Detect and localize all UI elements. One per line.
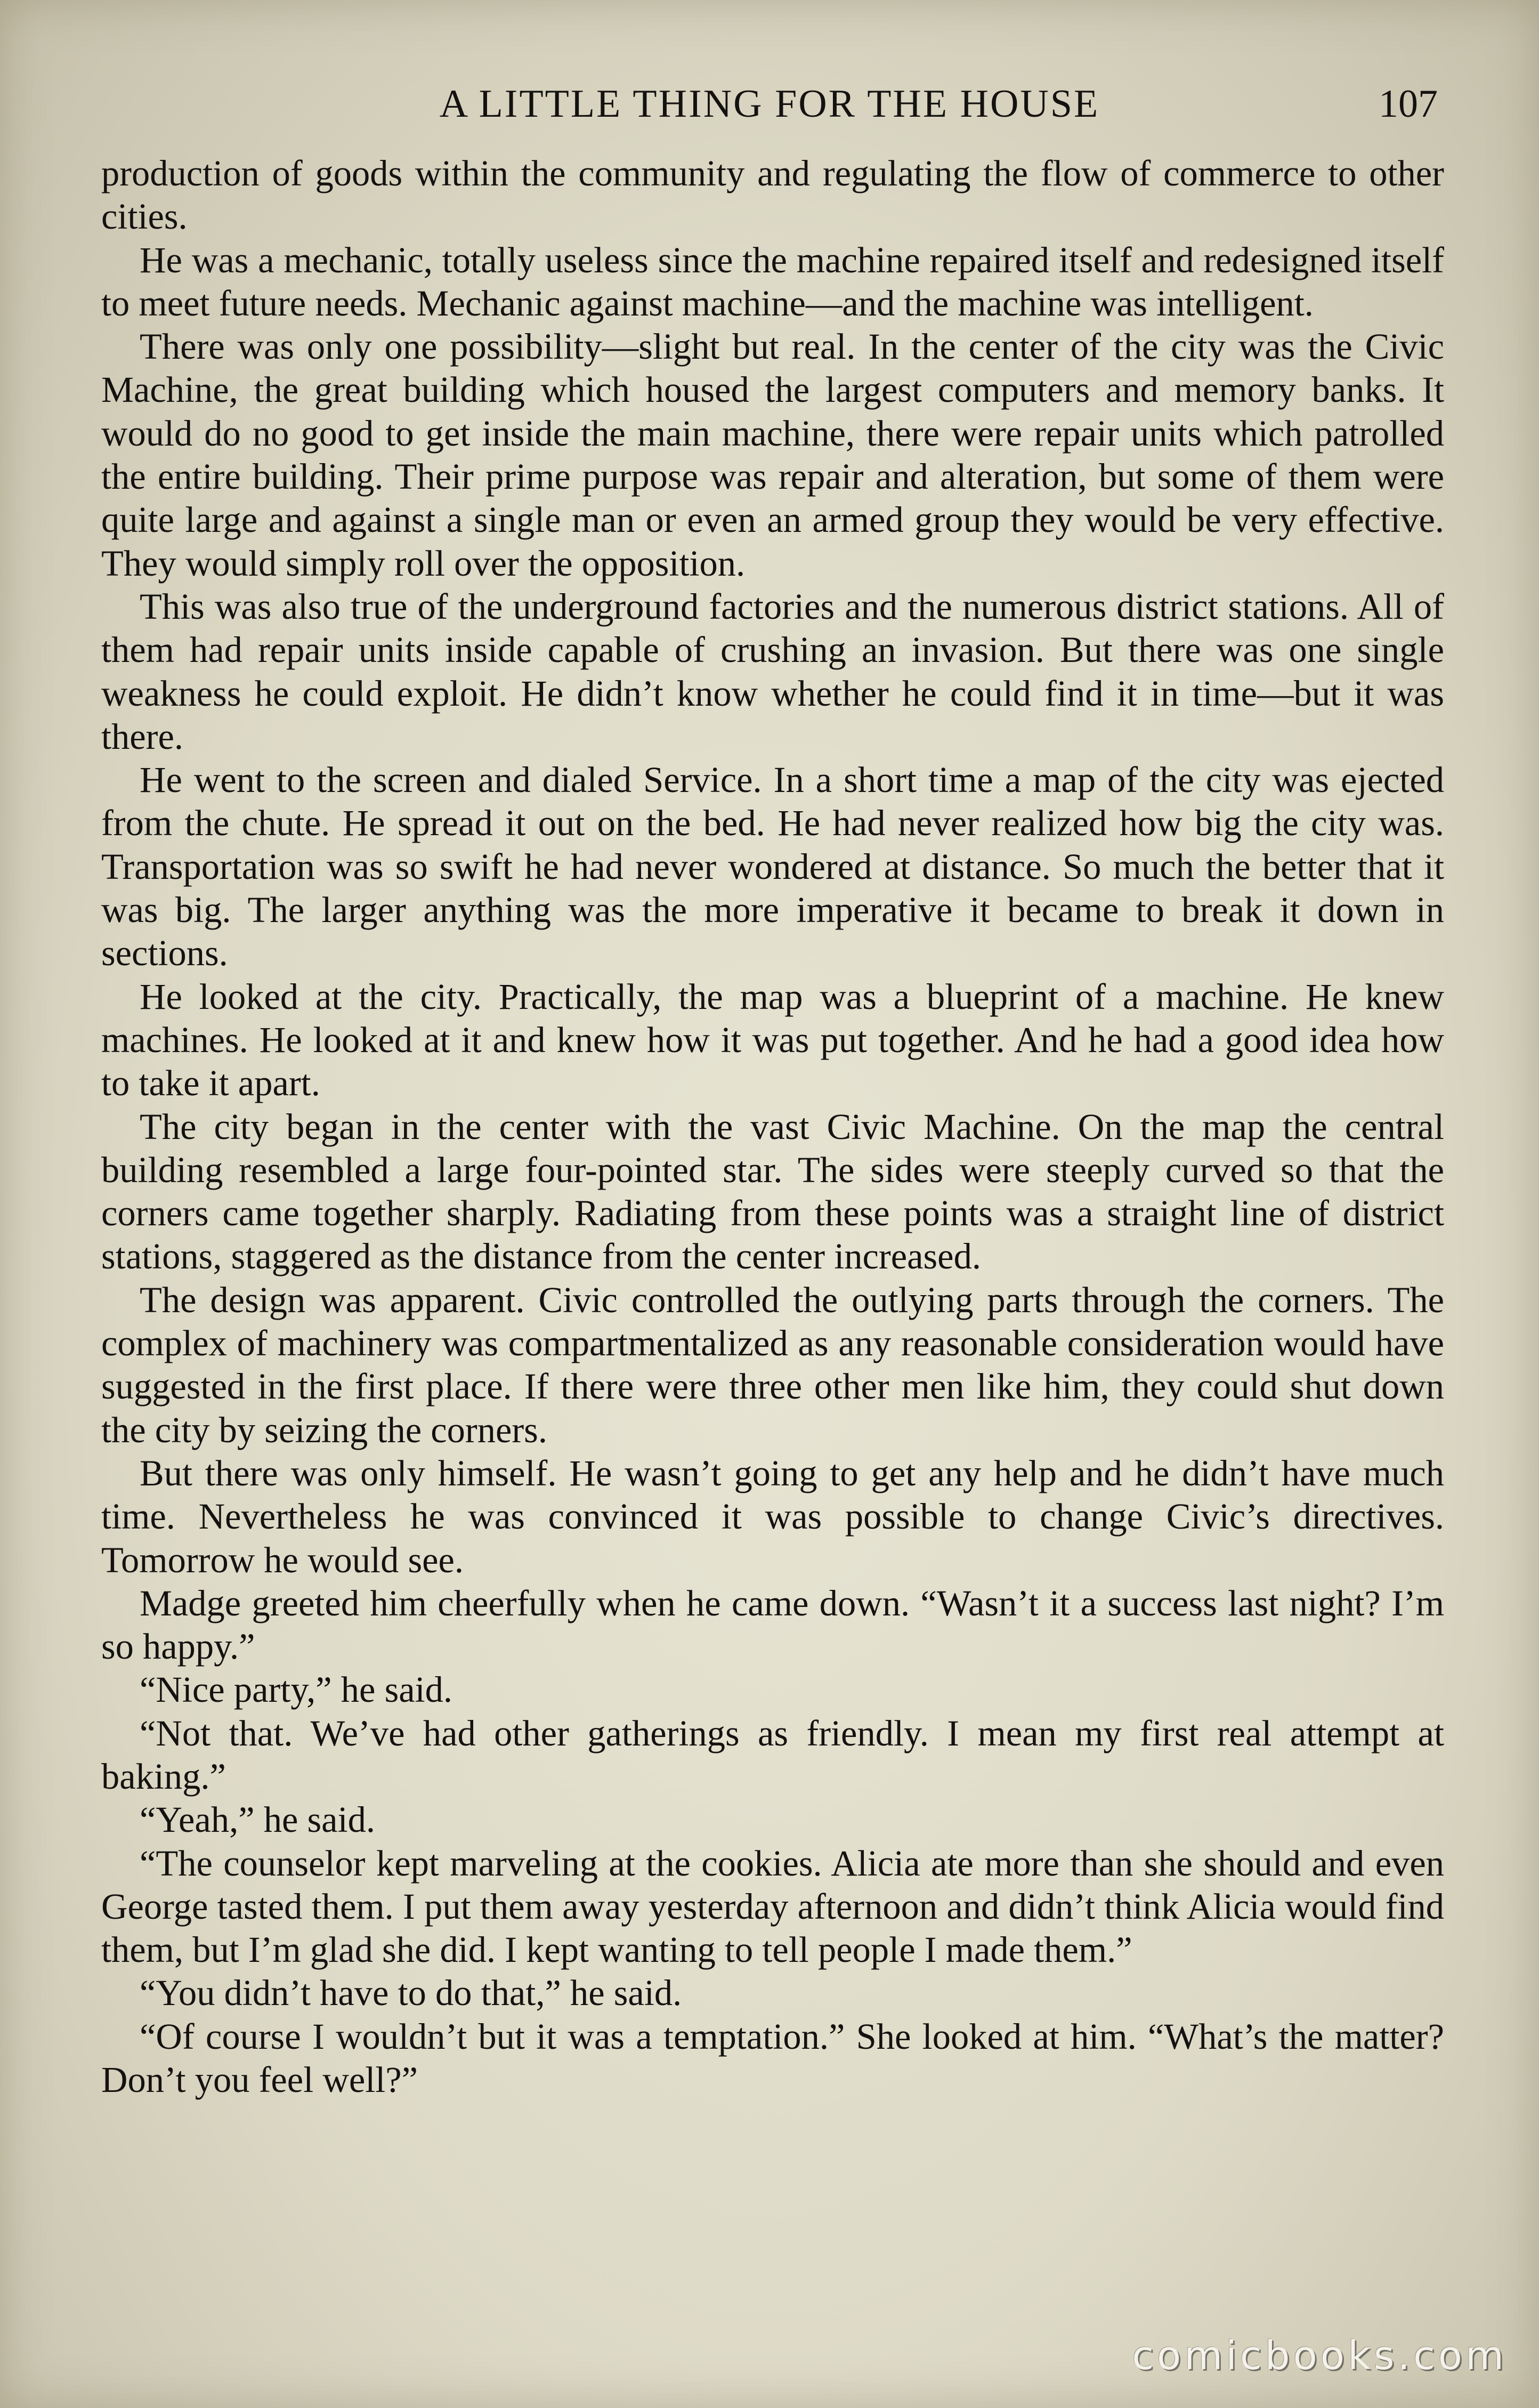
paragraph-1: production of goods within the community and regulating the flow of commerce to other cities. xyxy=(101,153,1444,237)
paragraph-8: The design was apparent. Civic controlled the outlying parts through the corners. The complex of machinery was compartmentalized as any reasonable consideration would have suggested in the first place. If there were three other men like him, they could shut down the city by seizing the corners. xyxy=(101,1279,1444,1450)
running-head xyxy=(101,80,1438,128)
paragraph-14: “The counselor kept marveling at the cookies. Alicia ate more than she should and even George tasted them. I put them away yesterday afternoon and didn’t think Alicia would find them, but I’m glad she did. I kept wanting to tell people I made them.” xyxy=(101,1843,1444,1970)
paragraph-4: This was also true of the underground factories and the numerous district stations. All of them had repair units inside capable of crushing an invasion. But there was one single weakness he could exploit. He didn’t know whether he could find it in time—but it was there. xyxy=(101,586,1444,757)
paragraph-3: There was only one possibility—slight but real. In the center of the city was the Civic Machine, the great building which housed the largest computers and memory banks. It would do no good to get inside the main machine, there were repair units which patrolled the entire building. Their prime purpose was repair and alteration, but some of them were quite large and against a single man or even an armed group they would be very effective. They would simply roll over the opposition. xyxy=(101,326,1444,584)
paragraph-9: But there was only himself. He wasn’t going to get any help and he didn’t have much time. Nevertheless he was convinced it was possible to change Civic’s directives. Tomorrow he would see. xyxy=(101,1452,1444,1580)
paragraph-5: He went to the screen and dialed Service. In a short time a map of the city was ejected from the chute. He spread it out on the bed. He had never realized how big the city was. Transportation was so swift he had never wondered at distance. So much the better that it was big. The larger anything was the more imperative it became to break it down in sections. xyxy=(101,759,1444,974)
running-title: A LITTLE THING FOR THE HOUSE xyxy=(439,82,1100,126)
paragraph-12: “Not that. We’ve had other gatherings as friendly. I mean my first real attempt at baking.” xyxy=(101,1712,1444,1797)
paragraph-16: “Of course I wouldn’t but it was a temptation.” She looked at him. “What’s the matter? Don’t you feel well?” xyxy=(101,2016,1444,2100)
body-text xyxy=(101,152,1444,2102)
paragraph-11: “Nice party,” he said. xyxy=(140,1669,453,1710)
paragraph-7: The city began in the center with the vast Civic Machine. On the map the central building resembled a large four-pointed star. The sides were steeply curved so that the corners came together sharply. Radiating from these points was a straight line of district stations, staggered as the distance from the center increased. xyxy=(101,1106,1444,1277)
paragraph-13: “Yeah,” he said. xyxy=(140,1799,375,1840)
paragraph-10: Madge greeted him cheerfully when he came down. “Wasn’t it a success last night? I’m so happy.” xyxy=(101,1582,1444,1667)
page-number: 107 xyxy=(1379,82,1438,126)
paragraph-6: He looked at the city. Practically, the map was a blueprint of a machine. He knew machines. He looked at it and knew how it was put together. And he had a good idea how to take it apart. xyxy=(101,976,1444,1104)
paragraph-15: “You didn’t have to do that,” he said. xyxy=(140,1973,682,2014)
watermark: comicbooks.com xyxy=(1132,2333,1507,2379)
paragraph-2: He was a mechanic, totally useless since the machine repaired itself and redesigned itself to meet future needs. Mechanic against machine—and the machine was intelligent. xyxy=(101,239,1444,324)
